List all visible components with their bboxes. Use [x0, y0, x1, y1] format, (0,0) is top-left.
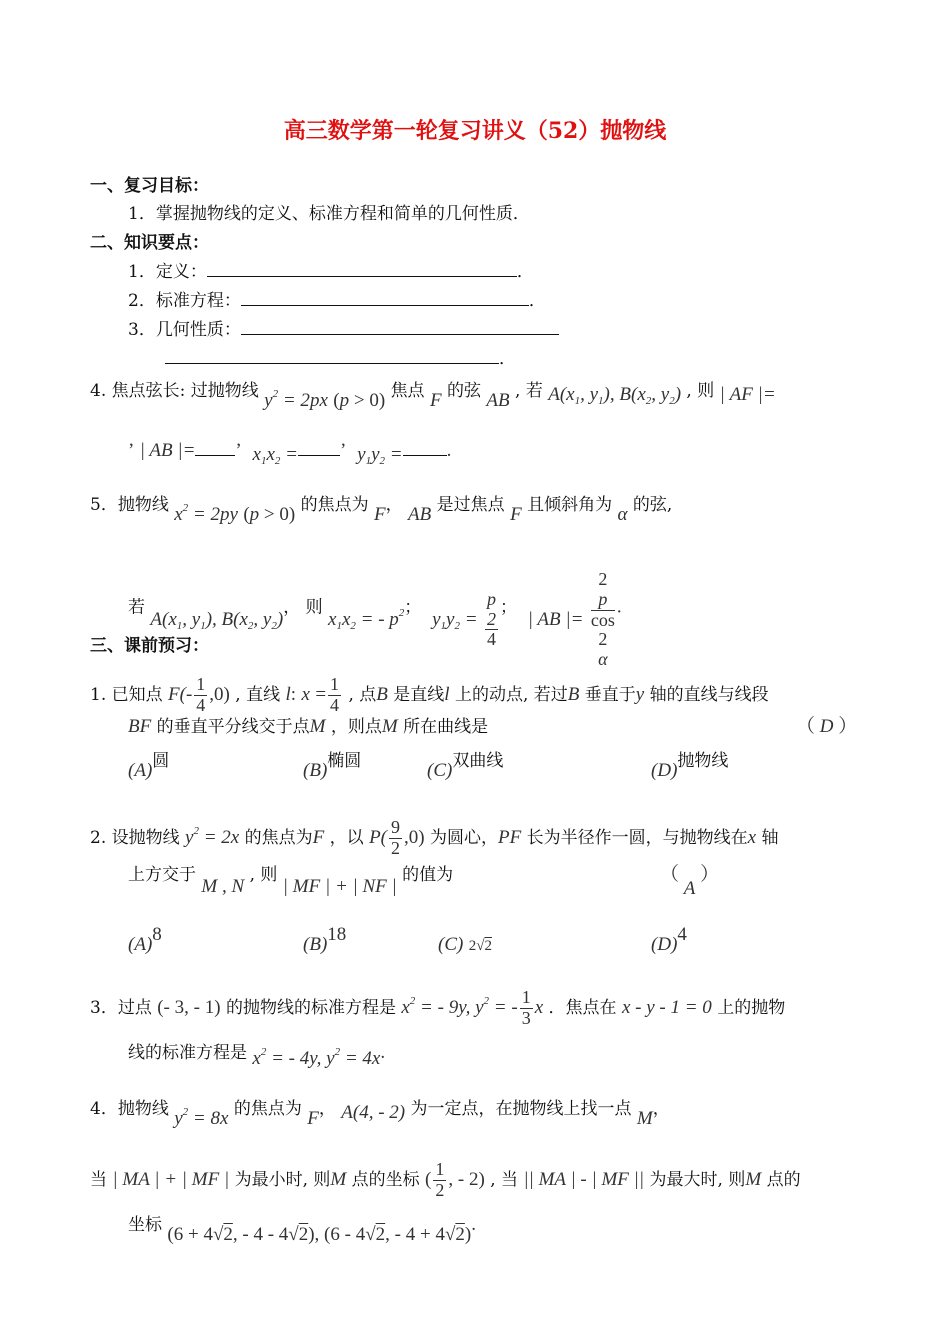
question-2-option-d: (D)4	[651, 924, 687, 955]
knowledge-item-properties: 3．几何性质：	[128, 320, 559, 340]
question-1-line1: 1. 已知点 F(- $\frac{1}{4}$ ,0) , 直线 l: x = $\frac{1}{4}$ , 点B 是直线l 上的动点, 若过B 垂直于y 轴的直线与线段	[90, 674, 769, 715]
section-heading-goals: 一、复习目标：	[90, 176, 209, 196]
question-2-option-c: (C) 2√2	[438, 934, 492, 955]
question-4-line2: 当 | MA | + | MF | 为最小时, 则M 点的坐标 ( $\frac{1}{2}$ , - 2) , 当 || MA | - | MF || 为最大时, 则M 点的	[90, 1159, 801, 1200]
knowledge-item-definition: 1．定义： ．	[128, 262, 534, 282]
question-2-answer: （ A ）	[660, 864, 720, 899]
question-1-option-d: (D)抛物线	[651, 751, 729, 781]
question-3-line2: 线的标准方程是 $x^2$ = - 4y, $y^2 = 4x$.	[128, 1042, 386, 1069]
question-4-line1: 4．抛物线 $y^2 = 8x$ 的焦点为 F， A(4, - 2) 为一定点，在抛物线上找一点 M，	[90, 1099, 670, 1129]
section-heading-preview: 三、课前预习：	[90, 636, 209, 656]
page-title: 高三数学第一轮复习讲义（52）抛物线	[283, 118, 667, 144]
parabola-focus-line1: 5．抛物线 $x^2 = 2py$ (p > 0) 的焦点为 F， AB 是过焦点 F 且倾斜角为 α 的弦,	[90, 495, 673, 525]
question-1-option-c: (C)双曲线	[427, 751, 504, 781]
parabola-focus-line2: 若 $A(x_1$, $y_1$), $B(x_2$, $y_2$)， 则 $x_1x_2$ = - $p^2$； $y_1y_2$ = p 2 4 ； | AB |= 2 p cos 2 α .	[128, 569, 622, 670]
question-1-option-b: (B)椭圆	[303, 751, 362, 781]
question-2-line2: 上方交于 M , N , 则 | MF | + | NF | 的值为	[128, 865, 454, 897]
question-3-line1: 3．过点 (- 3, - 1) 的抛物线的标准方程是 $x^2$ = - 9y, $y^2$ = - $\frac{1}{3}$ x ．焦点在 x - y - 1 = 0 上的抛物	[90, 987, 786, 1028]
question-1-line2: BF 的垂直平分线交于点M ，则点M 所在曲线是	[128, 716, 489, 737]
knowledge-item-properties-line2: ．	[165, 349, 516, 369]
knowledge-item-standard-equation: 2．标准方程： ．	[128, 291, 546, 311]
goal-item: 1．掌握抛物线的定义、标准方程和简单的几何性质．	[128, 204, 530, 224]
question-2-option-b: (B)18	[303, 924, 347, 955]
focal-chord-line2: ’ | AB |= ’ $x_1x_2$ = ’ $y_1y_2$ = .	[128, 440, 452, 467]
section-heading-knowledge: 二、知识要点：	[90, 233, 209, 253]
question-4-line3: 坐标 (6 + 4√2, - 4 - 4√2), (6 - 4√2, - 4 + 4√2).	[128, 1214, 476, 1245]
question-2-option-a: (A)8	[128, 924, 162, 955]
question-1-option-a: (A)圆	[128, 751, 170, 781]
question-1-answer: （ D ）	[796, 716, 858, 737]
question-2-line1: 2. 设抛物线 $y^2 = 2x$ 的焦点为F ，以 P( $\frac{9}{2}$ ,0) 为圆心，PF 长为半径作一圆，与抛物线在x 轴	[90, 817, 779, 858]
focal-chord-line1: 4. 焦点弦长: 过抛物线 $y^2 = 2px$ (p > 0) 焦点 F 的弦 AB , 若 $A(x_1$, $y_1$), $B(x_2$, $y_2$) , 则 | AF |=	[90, 381, 776, 411]
